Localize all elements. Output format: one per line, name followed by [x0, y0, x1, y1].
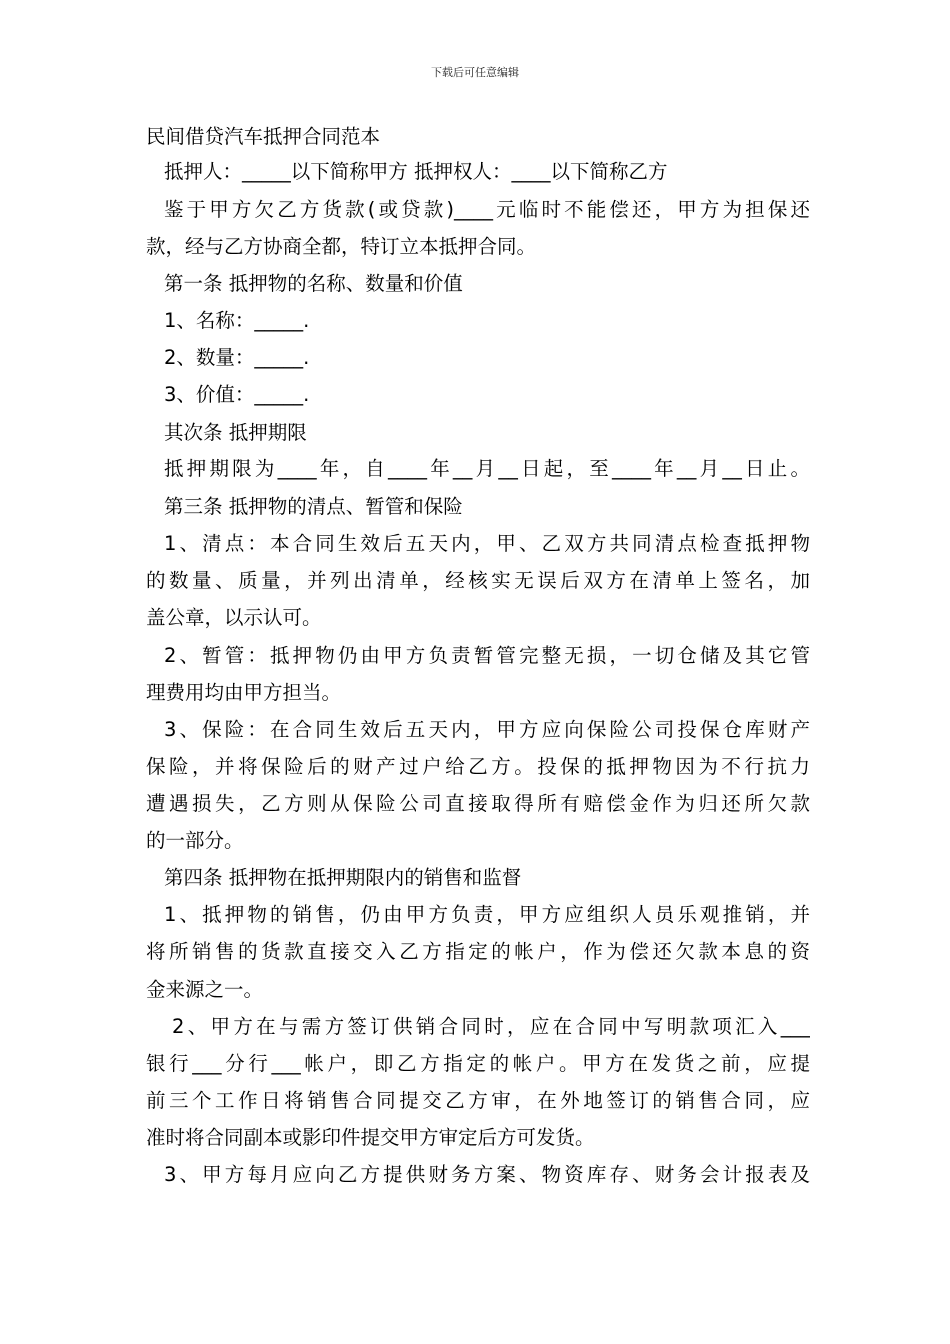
article-heading: 其次条 抵押期限	[164, 421, 307, 444]
paragraph-line: 的数量、质量，并列出清单，经核实无误后双方在清单上签名，加	[146, 569, 810, 592]
paragraph-line: 理费用均由甲方担当。	[146, 681, 342, 704]
paragraph-line: 盖公章，以示认可。	[146, 606, 322, 629]
paragraph-line: 3、保险：在合同生效后五天内，甲方应向保险公司投保仓库财产	[164, 718, 810, 741]
paragraph-line: 2、暂管：抵押物仍由甲方负责暂管完整无损，一切仓储及其它管	[164, 644, 810, 667]
paragraph-line: 保险，并将保险后的财产过户给乙方。投保的抵押物因为不行抗力	[146, 755, 810, 778]
paragraph-line: 的一部分。	[146, 829, 244, 852]
paragraph-line: 银行___分行___帐户，即乙方指定的帐户。甲方在发货之前，应提	[146, 1052, 810, 1075]
list-item: 2、数量：_____.	[164, 346, 310, 369]
paragraph-line: 准时将合同副本或影印件提交甲方审定后方可发货。	[146, 1126, 595, 1149]
paragraph-line: 金来源之一。	[146, 978, 264, 1001]
paragraph-line: 1、抵押物的销售，仍由甲方负责，甲方应组织人员乐观推销，并	[164, 903, 810, 926]
document-title: 民间借贷汽车抵押合同范本	[146, 125, 381, 148]
list-item: 1、名称：_____.	[164, 309, 310, 332]
paragraph-line: 前三个工作日将销售合同提交乙方审，在外地签订的销售合同，应	[146, 1089, 810, 1112]
header-note: 下载后可任意编辑	[431, 66, 519, 79]
article-heading: 第三条 抵押物的清点、暂管和保险	[164, 495, 463, 518]
paragraph-line: 款，经与乙方协商全都，特订立本抵押合同。	[146, 235, 537, 258]
paragraph-line: 3、甲方每月应向乙方提供财务方案、物资库存、财务会计报表及	[164, 1163, 810, 1186]
parties-line: 抵押人：_____以下简称甲方 抵押权人：____以下简称乙方	[164, 160, 668, 183]
article-heading: 第四条 抵押物在抵押期限内的销售和监督	[164, 866, 522, 889]
paragraph-line: 遭遇损失，乙方则从保险公司直接取得所有赔偿金作为归还所欠款	[146, 792, 810, 815]
article-heading: 第一条 抵押物的名称、数量和价值	[164, 272, 463, 295]
paragraph-line: 鉴于甲方欠乙方货款(或贷款)____元临时不能偿还，甲方为担保还	[164, 198, 810, 221]
paragraph-line: 将所销售的货款直接交入乙方指定的帐户，作为偿还欠款本息的资	[146, 940, 810, 963]
paragraph-line: 1、清点：本合同生效后五天内，甲、乙双方共同清点检查抵押物	[164, 532, 810, 555]
paragraph-line: 抵押期限为____年，自____年__月__日起，至____年__月__日止。	[164, 457, 810, 480]
list-item: 3、价值：_____.	[164, 383, 310, 406]
paragraph-line: 2、甲方在与需方签订供销合同时，应在合同中写明款项汇入___	[172, 1015, 810, 1038]
